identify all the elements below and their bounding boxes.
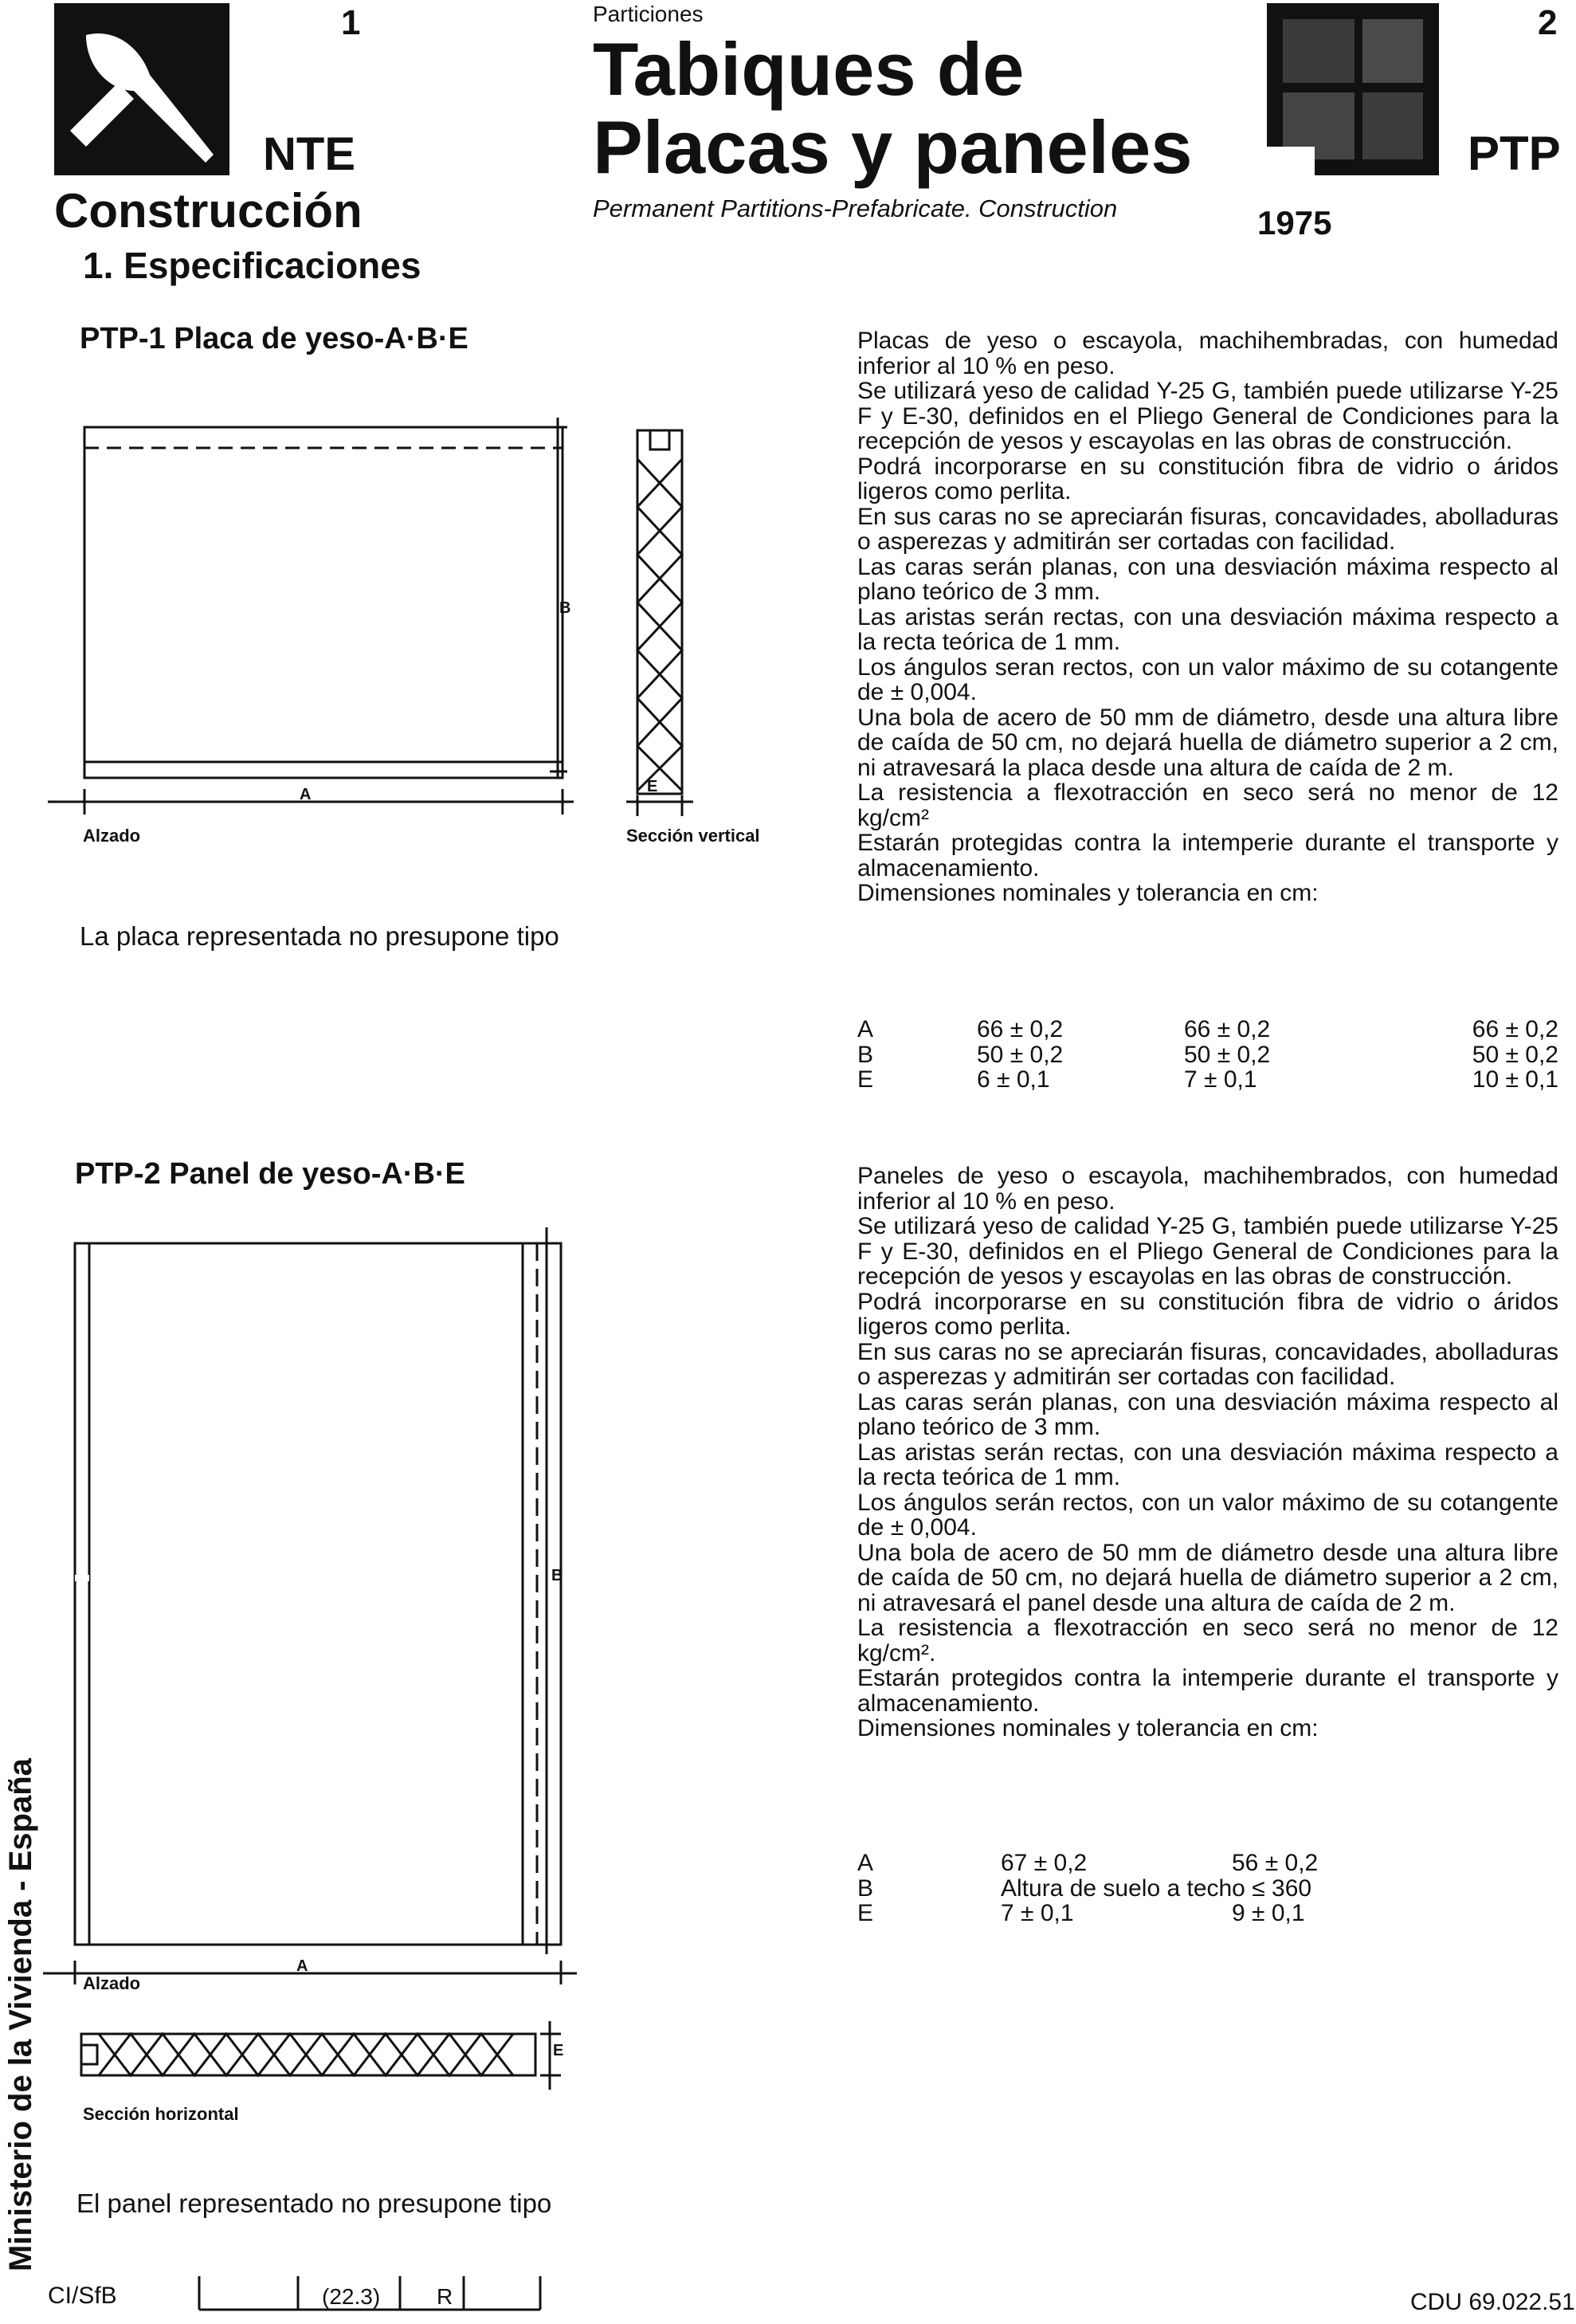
cdu-code: CDU 69.022.51 xyxy=(1410,2289,1575,2315)
dim-value: 66 ± 0,2 xyxy=(1472,1016,1558,1042)
cisfb-label: CI/SfB xyxy=(48,2283,117,2309)
nte-trowel-logo xyxy=(54,3,229,175)
spec-paragraph: Una bola de acero de 50 mm de diámetro desde una altura libre de caída de 50 cm, no dejará huella de diámetro superior a 2 cm, ni atravesará el panel desde una altura de caída de 2 m. xyxy=(857,1539,1558,1616)
cisfb-code: (22.3) xyxy=(322,2284,381,2309)
ptp1-alzado-label: Alzado xyxy=(83,826,141,846)
dim-value: 9 ± 0,1 xyxy=(1232,1900,1305,1926)
dim-key: B xyxy=(857,1041,874,1068)
spec-paragraph: En sus caras no se apreciarán fisuras, concavidades, abolladuras o asperezas y admitirán ser cortadas con facilidad. xyxy=(857,1338,1558,1390)
table-row xyxy=(857,1042,1558,1068)
table-row xyxy=(857,1017,1558,1042)
year-label: 1975 xyxy=(1257,204,1332,241)
dim-value: 10 ± 0,1 xyxy=(1472,1066,1558,1093)
page-title-line2: Placas y paneles xyxy=(593,105,1193,189)
ptp2-dimension-b-line xyxy=(535,1224,567,1961)
dim-key: A xyxy=(857,1016,874,1042)
ptp1-dimensions-table xyxy=(857,1017,1558,1093)
ptp1-dim-a-label: A xyxy=(300,786,312,803)
dim-key: E xyxy=(857,1066,874,1093)
spec-paragraph: Estarán protegidas contra la intemperie durante el transporte y almacenamiento. xyxy=(857,830,1558,881)
dim-value: 56 ± 0,2 xyxy=(1232,1850,1319,1876)
cisfb-letter: R xyxy=(437,2284,453,2309)
ptp1-dim-e-label: E xyxy=(647,778,658,795)
spec-paragraph: Las aristas serán rectas, con una desviación máxima respecto a la recta teórica de 1 mm. xyxy=(857,1439,1558,1490)
page-number-right: 2 xyxy=(1538,3,1558,42)
dim-value: 7 ± 0,1 xyxy=(1001,1900,1074,1926)
spec-paragraph: La resistencia a flexotracción en seco será no menor de 12 kg/cm². xyxy=(857,1615,1558,1666)
dim-value: Altura de suelo a techo ≤ 360 xyxy=(1001,1875,1312,1902)
spec-paragraph: Los ángulos serán rectos, con un valor máximo de su cotangente de ± 0,004. xyxy=(857,1489,1558,1541)
spec-paragraph: Las caras serán planas, con una desviación máxima respecto al plano teórico de 3 mm. xyxy=(857,553,1558,605)
dim-value: 50 ± 0,2 xyxy=(977,1041,1064,1068)
table-row xyxy=(857,1876,1558,1902)
spec-paragraph: Paneles de yeso o escayola, machihembrados, con humedad inferior al 10 % en peso. xyxy=(857,1163,1558,1215)
dim-key: E xyxy=(857,1900,874,1926)
dim-value: 67 ± 0,2 xyxy=(1001,1850,1088,1876)
spec-paragraph: En sus caras no se apreciarán fisuras, concavidades, abolladuras o asperezas y admitirán ser cortadas con facilidad. xyxy=(857,503,1558,555)
spec-paragraph: Se utilizará yeso de calidad Y-25 G, también puede utilizarse Y-25 F y E-30, definidos en el Pliego General de Condiciones para la recepción de yesos y escayolas en las obras de construcción. xyxy=(857,1213,1558,1290)
ptp2-title: PTP-2 Panel de yeso-A·B·E xyxy=(75,1157,465,1191)
dim-value: 66 ± 0,2 xyxy=(1184,1016,1271,1042)
ptp2-section-label: Sección horizontal xyxy=(83,2104,239,2124)
dim-key: B xyxy=(857,1875,874,1902)
spec-paragraph: Dimensiones nominales y tolerancia en cm: xyxy=(857,1715,1319,1741)
ptp2-dim-e-label: E xyxy=(553,2042,564,2059)
ptp2-dim-b-label: B xyxy=(551,1567,563,1584)
english-subtitle: Permanent Partitions-Prefabricate. Construction xyxy=(593,194,1118,222)
spec-paragraph: Placas de yeso o escayola, machihembradas, con humedad inferior al 10 % en peso. xyxy=(857,328,1558,379)
spec-paragraph: Dimensiones nominales y tolerancia en cm: xyxy=(857,880,1319,906)
spec-paragraph: La resistencia a flexotracción en seco será no menor de 12 kg/cm² xyxy=(857,779,1558,831)
ptp1-dim-b-label: B xyxy=(559,599,571,617)
spec-paragraph: Se utilizará yeso de calidad Y-25 G, también puede utilizarse Y-25 F y E-30, definidos en el Pliego General de Condiciones para la recepción de yesos y escayolas en las obras de construcción. xyxy=(857,378,1558,454)
page-title-line1: Tabiques de xyxy=(593,27,1025,111)
spec-paragraph: Una bola de acero de 50 mm de diámetro, desde una altura libre de caída de 50 cm, no dejará huella de diámetro superior a 2 cm, ni atravesará la placa desde una altura de caída de 2 m. xyxy=(857,704,1558,781)
page-number-left: 1 xyxy=(341,3,361,42)
ptp2-note: El panel representado no presupone tipo xyxy=(76,2189,552,2218)
ptp2-elevation-drawing xyxy=(35,1227,577,1988)
table-row xyxy=(857,1067,1558,1093)
ptp1-section-label: Sección vertical xyxy=(626,826,760,846)
spec-paragraph: Los ángulos seran rectos, con un valor máximo de su cotangente de ± 0,004. xyxy=(857,654,1558,705)
ptp1-vertical-section-drawing xyxy=(626,427,706,822)
ptp2-specifications xyxy=(857,1164,1558,1741)
spec-paragraph: Podrá incorporarse en su constitución fibra de vidrio o áridos ligeros como perlita. xyxy=(857,1288,1558,1340)
partition-thumbnail-image xyxy=(1267,3,1439,175)
brand-nte: NTE xyxy=(263,128,355,180)
construction-label: Construcción xyxy=(54,184,363,238)
dim-value: 6 ± 0,1 xyxy=(977,1066,1050,1093)
ptp1-note: La placa representada no presupone tipo xyxy=(80,921,559,951)
dim-value: 66 ± 0,2 xyxy=(977,1016,1064,1042)
spec-paragraph: Podrá incorporarse en su constitución fibra de vidrio o áridos ligeros como perlita. xyxy=(857,453,1558,504)
table-row xyxy=(857,1851,1558,1876)
ptp1-title: PTP-1 Placa de yeso-A·B·E xyxy=(80,322,468,355)
ministry-spine-text: Ministerio de la Vivienda - España xyxy=(3,1758,38,2271)
spec-paragraph: Estarán protegidos contra la intemperie durante el transporte y almacenamiento. xyxy=(857,1665,1558,1717)
ptp2-horizontal-section-drawing xyxy=(75,2021,577,2097)
ptp2-dimensions-table xyxy=(857,1851,1558,1926)
category-label: Particiones xyxy=(593,2,704,26)
section-heading: 1. Especificaciones xyxy=(83,245,421,286)
dim-key: A xyxy=(857,1850,874,1876)
dim-value: 50 ± 0,2 xyxy=(1184,1041,1271,1068)
ptp2-alzado-label: Alzado xyxy=(83,1973,141,1993)
document-code: PTP xyxy=(1468,127,1561,180)
ptp1-specifications xyxy=(857,328,1558,906)
spec-paragraph: Las aristas serán rectas, con una desviación máxima respecto a la recta teórica de 1 mm. xyxy=(857,603,1558,655)
ptp1-elevation-drawing xyxy=(32,414,574,833)
table-row xyxy=(857,1901,1558,1926)
dim-value: 7 ± 0,1 xyxy=(1184,1066,1257,1093)
ptp2-dim-a-label: A xyxy=(296,1957,308,1975)
spec-paragraph: Las caras serán planas, con una desviación máxima respecto al plano teórico de 3 mm. xyxy=(857,1388,1558,1440)
dim-value: 50 ± 0,2 xyxy=(1472,1041,1558,1068)
